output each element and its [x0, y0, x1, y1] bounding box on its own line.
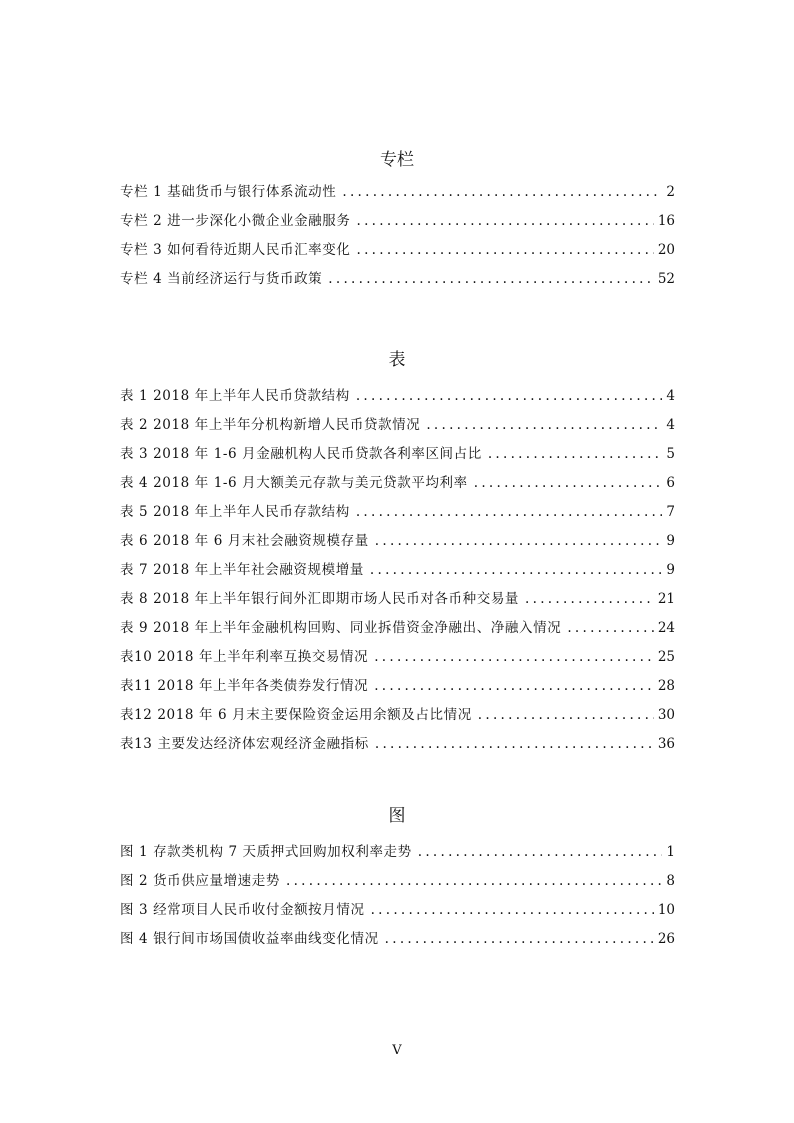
entry-page-number: 26	[657, 931, 675, 947]
dot-leader	[328, 270, 654, 288]
dot-leader	[525, 590, 654, 608]
dot-leader	[426, 416, 662, 434]
page-number: V	[392, 1043, 402, 1058]
entry-page-number: 9	[666, 562, 675, 578]
toc-entry[interactable]	[120, 532, 675, 561]
toc-entry[interactable]	[120, 677, 675, 706]
entry-page-number: 5	[666, 446, 675, 462]
entry-page-number: 4	[666, 388, 675, 404]
entry-label: 专栏 3 如何看待近期人民币汇率变化	[120, 242, 351, 258]
toc-entry[interactable]	[120, 503, 675, 532]
entry-label: 表 3 2018 年 1-6 月金融机构人民币贷款各利率区间占比	[120, 446, 482, 462]
toc-entry[interactable]	[120, 706, 675, 735]
entry-page-number: 16	[657, 213, 675, 229]
toc-entry[interactable]	[120, 416, 675, 445]
entry-page-number: 7	[666, 504, 675, 520]
dot-leader	[356, 212, 653, 230]
dot-leader	[374, 648, 654, 666]
tables-heading: 表	[388, 350, 406, 370]
entry-label: 表 8 2018 年上半年银行间外汇即期市场人民币对各币种交易量	[120, 591, 520, 607]
entry-page-number: 52	[657, 271, 675, 287]
toc-entry[interactable]	[120, 872, 675, 901]
entry-label: 图 1 存款类机构 7 天质押式回购加权利率走势	[120, 844, 412, 860]
entry-label: 专栏 1 基础货币与银行体系流动性	[120, 184, 337, 200]
entry-page-number: 20	[657, 242, 675, 258]
toc-entry[interactable]	[120, 930, 675, 959]
dot-leader	[478, 706, 654, 724]
dot-leader	[385, 930, 654, 948]
dot-leader	[356, 241, 653, 259]
toc-entry[interactable]	[120, 387, 675, 416]
dot-leader	[567, 619, 653, 637]
dot-leader	[474, 474, 663, 492]
dot-leader	[375, 735, 654, 753]
dot-leader	[342, 183, 662, 201]
dot-leader	[488, 445, 663, 463]
entry-page-number: 21	[657, 591, 675, 607]
entry-label: 表 9 2018 年上半年金融机构回购、同业拆借资金净融出、净融入情况	[120, 620, 562, 636]
entry-label: 表 2 2018 年上半年分机构新增人民币贷款情况	[120, 417, 421, 433]
toc-entry[interactable]	[120, 590, 675, 619]
entry-page-number: 1	[666, 844, 675, 860]
dot-leader	[356, 503, 663, 521]
entry-label: 图 3 经常项目人民币收付金额按月情况	[120, 902, 365, 918]
toc-entry[interactable]	[120, 270, 675, 299]
dot-leader	[374, 677, 654, 695]
toc-entry[interactable]	[120, 648, 675, 677]
toc-entry[interactable]	[120, 619, 675, 648]
toc-entry[interactable]	[120, 183, 675, 212]
entry-label: 表11 2018 年上半年各类债券发行情况	[120, 678, 369, 694]
entry-label: 表12 2018 年 6 月末主要保险资金运用余额及占比情况	[120, 707, 472, 723]
entry-page-number: 2	[666, 184, 675, 200]
entry-page-number: 36	[657, 736, 675, 752]
entry-page-number: 28	[657, 678, 675, 694]
figures-heading: 图	[388, 806, 406, 826]
figures-toc-list	[120, 843, 675, 959]
toc-entry[interactable]	[120, 474, 675, 503]
entry-page-number: 30	[657, 707, 675, 723]
entry-label: 图 4 银行间市场国债收益率曲线变化情况	[120, 931, 379, 947]
entry-label: 专栏 2 进一步深化小微企业金融服务	[120, 213, 351, 229]
tables-toc-list	[120, 387, 675, 764]
dot-leader	[356, 387, 663, 405]
entry-label: 表13 主要发达经济体宏观经济金融指标	[120, 736, 369, 752]
entry-page-number: 8	[666, 873, 675, 889]
toc-entry[interactable]	[120, 901, 675, 930]
entry-label: 表 7 2018 年上半年社会融资规模增量	[120, 562, 364, 578]
dot-leader	[370, 561, 662, 579]
columns-heading: 专栏	[380, 150, 414, 170]
toc-entry[interactable]	[120, 561, 675, 590]
entry-label: 表 4 2018 年 1-6 月大额美元存款与美元贷款平均利率	[120, 475, 468, 491]
entry-label: 表 6 2018 年 6 月末社会融资规模存量	[120, 533, 369, 549]
entry-page-number: 6	[666, 475, 675, 491]
entry-page-number: 10	[657, 902, 675, 918]
toc-entry[interactable]	[120, 843, 675, 872]
toc-entry[interactable]	[120, 445, 675, 474]
dot-leader	[371, 901, 654, 919]
entry-label: 图 2 货币供应量增速走势	[120, 873, 280, 889]
entry-label: 表 1 2018 年上半年人民币贷款结构	[120, 388, 350, 404]
entry-page-number: 9	[666, 533, 675, 549]
entry-label: 专栏 4 当前经济运行与货币政策	[120, 271, 323, 287]
entry-label: 表10 2018 年上半年利率互换交易情况	[120, 649, 369, 665]
entry-page-number: 24	[657, 620, 675, 636]
columns-toc-list	[120, 183, 675, 299]
entry-page-number: 25	[657, 649, 675, 665]
entry-page-number: 4	[666, 417, 675, 433]
toc-entry[interactable]	[120, 735, 675, 764]
entry-label: 表 5 2018 年上半年人民币存款结构	[120, 504, 350, 520]
toc-entry[interactable]	[120, 212, 675, 241]
dot-leader	[418, 843, 663, 861]
toc-entry[interactable]	[120, 241, 675, 270]
dot-leader	[375, 532, 663, 550]
dot-leader	[286, 872, 662, 890]
